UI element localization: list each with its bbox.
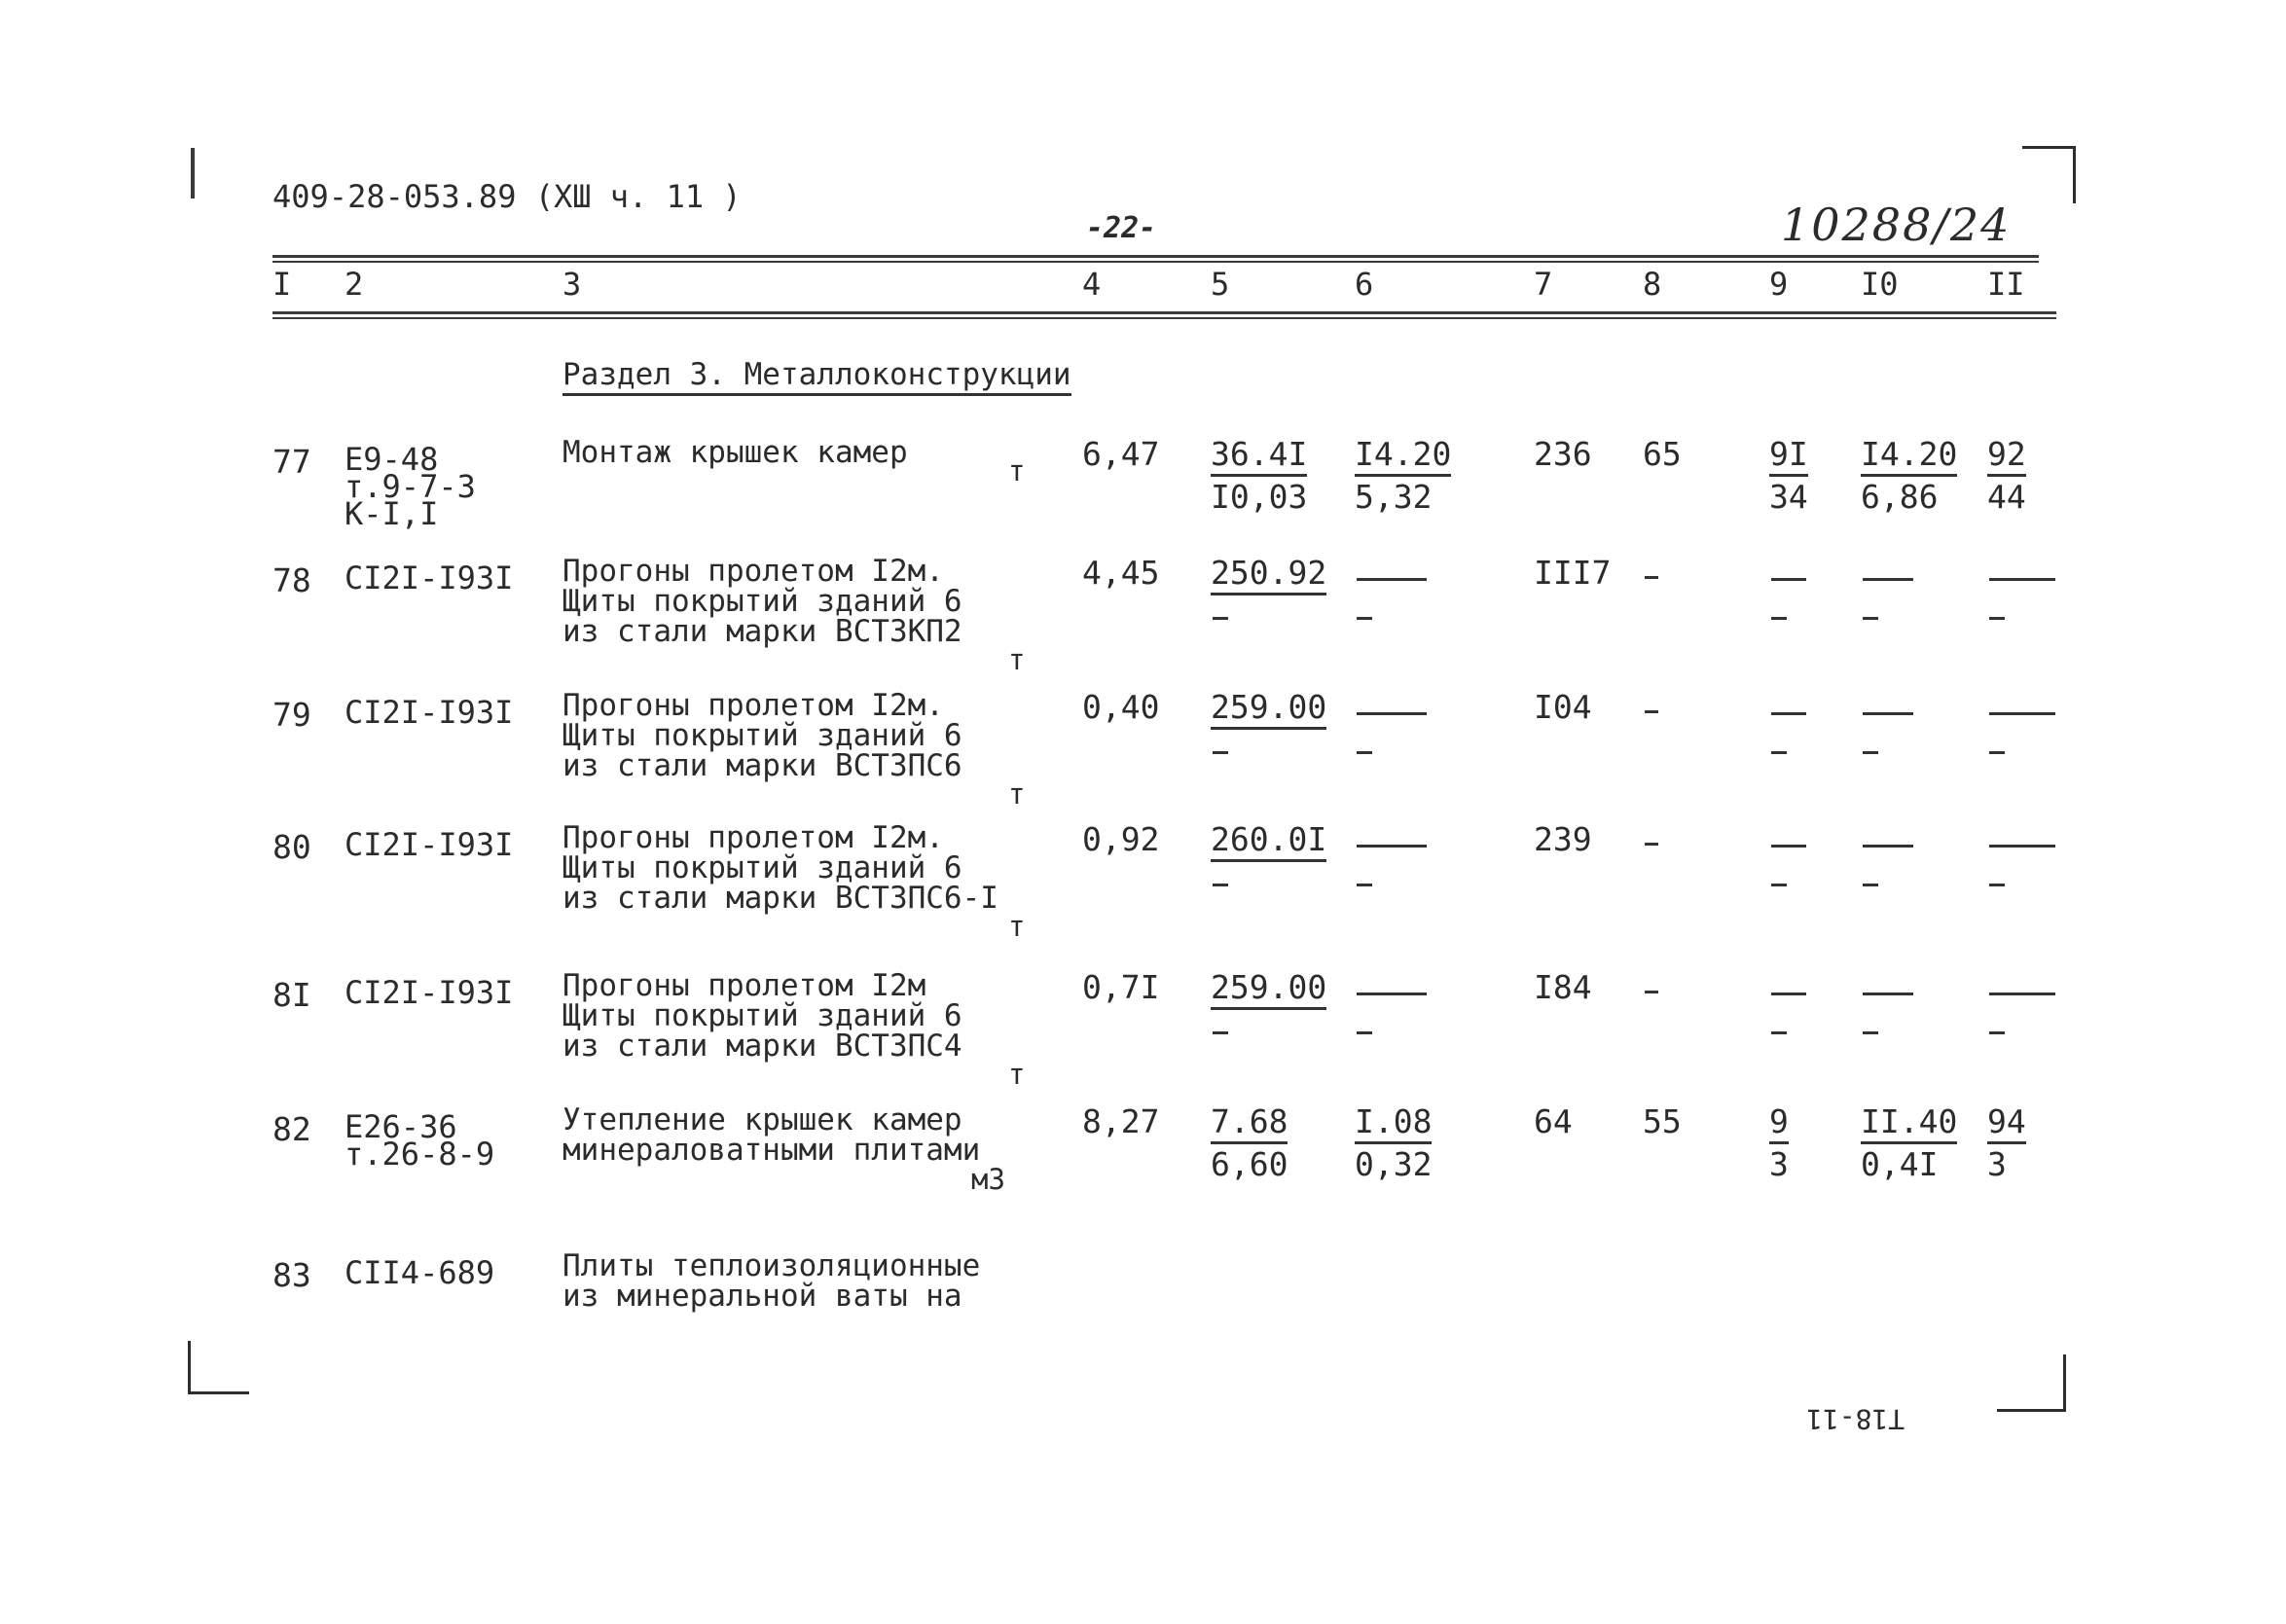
row-col9-bottom-dash [1771, 751, 1787, 754]
row-col5-top [1211, 435, 1308, 473]
header-top-rule [272, 255, 2039, 258]
row-col8-dash [1645, 843, 1658, 846]
row-col10-top [1861, 1102, 1958, 1140]
row-unit: м3 [971, 1163, 1005, 1196]
row-col11-top [1987, 435, 2026, 473]
row-col6-top-value: I4.20 [1355, 435, 1451, 477]
page-number: -22- [1086, 211, 1157, 245]
row-description: Прогоны пролетом I2м. Щиты покрытий зданий 6 из стали марки ВСТ3ПС6-I [562, 820, 998, 916]
row-col11-top-dash [1989, 992, 2055, 995]
row-col11-bottom-dash [1989, 1031, 2005, 1034]
row-col9-bottom: 3 [1769, 1145, 1789, 1183]
row-code: CII4-689 [345, 1254, 495, 1291]
row-col6-bottom-dash [1357, 617, 1372, 620]
row-col8: 55 [1643, 1102, 1682, 1140]
row-col7: 64 [1534, 1102, 1573, 1140]
row-col5-bottom-dash [1213, 1031, 1228, 1034]
row-quantity: 0,92 [1082, 820, 1160, 858]
row-col6-bottom: 5,32 [1355, 478, 1433, 516]
row-col5-bottom: 6,60 [1211, 1145, 1288, 1183]
row-col6-bottom-dash [1357, 884, 1372, 886]
row-quantity: 0,7I [1082, 968, 1160, 1006]
column-header-4: 4 [1082, 266, 1102, 303]
row-col11-bottom-dash [1989, 617, 2005, 620]
row-col10-top-dash [1863, 992, 1913, 995]
header-top-rule-2 [272, 261, 2039, 263]
row-col8: 65 [1643, 435, 1682, 473]
row-col10-top-dash [1863, 845, 1913, 848]
header-bottom-rule-2 [272, 317, 2056, 319]
row-col11-top-value: 92 [1987, 435, 2026, 477]
row-col8-dash [1645, 576, 1658, 579]
section-title-text: Раздел 3. Металлоконструкции [562, 357, 1071, 396]
row-col6-top-dash [1357, 845, 1427, 848]
row-number: 80 [272, 828, 311, 866]
row-col11-top-dash [1989, 845, 2055, 848]
row-col9-top [1769, 435, 1808, 473]
row-col5-top-value: 259.00 [1211, 688, 1326, 730]
row-col11-top-dash [1989, 712, 2055, 715]
row-code: CI2I-I93I [345, 694, 514, 731]
row-description: Плиты теплоизоляционные из минеральной ваты на [562, 1248, 981, 1314]
row-number: 83 [272, 1256, 311, 1294]
row-col9-bottom-dash [1771, 884, 1787, 886]
column-header-8: 8 [1643, 266, 1662, 303]
row-col11-bottom: 44 [1987, 478, 2026, 516]
row-col11-bottom: 3 [1987, 1145, 2007, 1183]
column-header-9: 9 [1769, 266, 1789, 303]
row-description: Прогоны пролетом I2м. Щиты покрытий зданий 6 из стали марки ВСТ3ПС6 [562, 688, 962, 783]
row-col10-top-dash [1863, 578, 1913, 581]
row-number: 8I [272, 976, 311, 1014]
row-description: Прогоны пролетом I2м Щиты покрытий зданий 6 из стали марки ВСТ3ПС4 [562, 968, 962, 1064]
document-code: 409-28-053.89 (XШ ч. 11 ) [272, 178, 742, 215]
row-col10-top [1861, 435, 1958, 473]
row-col6-bottom-dash [1357, 751, 1372, 754]
row-col5-bottom-dash [1213, 751, 1228, 754]
row-col5-top-value: 259.00 [1211, 968, 1326, 1010]
row-col10-bottom-dash [1863, 751, 1878, 754]
row-col6-bottom-dash [1357, 1031, 1372, 1034]
row-unit: т [1008, 1058, 1026, 1091]
row-description: Прогоны пролетом I2м. Щиты покрытий зданий 6 из стали марки ВСТ3КП2 [562, 554, 962, 649]
row-col6-top-value: I.08 [1355, 1102, 1432, 1144]
column-header-3: 3 [562, 266, 582, 303]
row-col11-bottom-dash [1989, 751, 2005, 754]
row-col10-top-value: II.40 [1861, 1102, 1957, 1144]
row-col7: I84 [1534, 968, 1592, 1006]
row-code: CI2I-I93I [345, 559, 514, 596]
row-code: CI2I-I93I [345, 826, 514, 863]
row-col9-top [1769, 1102, 1789, 1140]
header-bottom-rule [272, 311, 2056, 314]
row-col11-top-value: 94 [1987, 1102, 2026, 1144]
row-col5-top [1211, 968, 1327, 1006]
row-col8-dash [1645, 991, 1658, 993]
row-col5-top [1211, 1102, 1288, 1140]
row-col7: I04 [1534, 688, 1592, 726]
row-col6-top-dash [1357, 578, 1427, 581]
row-col11-top-dash [1989, 578, 2055, 581]
row-col9-top-dash [1771, 712, 1806, 715]
row-col7: 239 [1534, 820, 1592, 858]
row-col10-bottom-dash [1863, 617, 1878, 620]
row-description: Утепление крышек камер минераловатными плитами [562, 1102, 981, 1168]
row-code: Е9-48 т.9-7-3 К-I,I [345, 441, 476, 532]
row-col5-top-value: 36.4I [1211, 435, 1307, 477]
row-col9-bottom-dash [1771, 1031, 1787, 1034]
row-code: CI2I-I93I [345, 974, 514, 1011]
row-number: 77 [272, 443, 311, 481]
footer-stamp [1806, 1403, 1905, 1435]
row-col10-bottom: 6,86 [1861, 478, 1939, 516]
row-col9-top-dash [1771, 992, 1806, 995]
row-col10-bottom-dash [1863, 1031, 1878, 1034]
row-col6-top-dash [1357, 992, 1427, 995]
footer-stamp-text: Т18-11 [1806, 1403, 1905, 1435]
row-number: 79 [272, 696, 311, 734]
row-col7: III7 [1534, 554, 1612, 592]
row-quantity: 0,40 [1082, 688, 1160, 726]
row-col5-top-value: 7.68 [1211, 1102, 1288, 1144]
row-col6-top [1355, 1102, 1433, 1140]
row-quantity: 4,45 [1082, 554, 1160, 592]
row-quantity: 6,47 [1082, 435, 1160, 473]
top-right-bracket [2022, 146, 2076, 203]
row-col11-bottom-dash [1989, 884, 2005, 886]
row-col5-top-value: 250.92 [1211, 554, 1326, 595]
row-unit: т [1008, 777, 1026, 811]
row-col9-top-dash [1771, 578, 1806, 581]
row-col8-dash [1645, 710, 1658, 713]
row-col10-top-dash [1863, 712, 1913, 715]
row-col10-bottom-dash [1863, 884, 1878, 886]
column-header-11: II [1987, 266, 2025, 303]
row-number: 82 [272, 1110, 311, 1148]
row-col9-top-value: 9I [1769, 435, 1808, 477]
row-col6-top [1355, 435, 1452, 473]
column-header-1: I [272, 266, 292, 303]
row-unit: т [1008, 454, 1026, 487]
column-header-6: 6 [1355, 266, 1374, 303]
row-col6-top-dash [1357, 712, 1427, 715]
row-col5-top-value: 260.0I [1211, 820, 1326, 862]
row-col5-bottom-dash [1213, 884, 1228, 886]
row-col9-top-dash [1771, 845, 1806, 848]
column-header-10: I0 [1861, 266, 1899, 303]
left-margin-bar [191, 148, 195, 198]
row-col11-top [1987, 1102, 2026, 1140]
column-header-7: 7 [1534, 266, 1553, 303]
row-unit: т [1008, 910, 1026, 943]
row-col9-bottom-dash [1771, 617, 1787, 620]
bottom-left-bracket [188, 1341, 249, 1394]
row-col7: 236 [1534, 435, 1592, 473]
row-quantity: 8,27 [1082, 1102, 1160, 1140]
row-col5-top [1211, 688, 1327, 726]
row-code: Е26-36 т.26-8-9 [345, 1108, 495, 1173]
column-header-2: 2 [345, 266, 364, 303]
row-col9-top-value: 9 [1769, 1102, 1789, 1144]
row-col9-bottom: 34 [1769, 478, 1808, 516]
row-number: 78 [272, 561, 311, 599]
row-description: Монтаж крышек камер [562, 435, 908, 470]
row-col6-bottom: 0,32 [1355, 1145, 1433, 1183]
row-col5-bottom-dash [1213, 617, 1228, 620]
row-col5-bottom: I0,03 [1211, 478, 1308, 516]
row-unit: т [1008, 643, 1026, 676]
row-col10-bottom: 0,4I [1861, 1145, 1939, 1183]
row-col10-top-value: I4.20 [1861, 435, 1957, 477]
section-title [562, 357, 1071, 392]
row-col5-top [1211, 820, 1327, 858]
row-col5-top [1211, 554, 1327, 592]
bottom-right-bracket [1997, 1354, 2066, 1412]
handwritten-number: 10288/24 [1781, 198, 2012, 251]
column-header-5: 5 [1211, 266, 1230, 303]
